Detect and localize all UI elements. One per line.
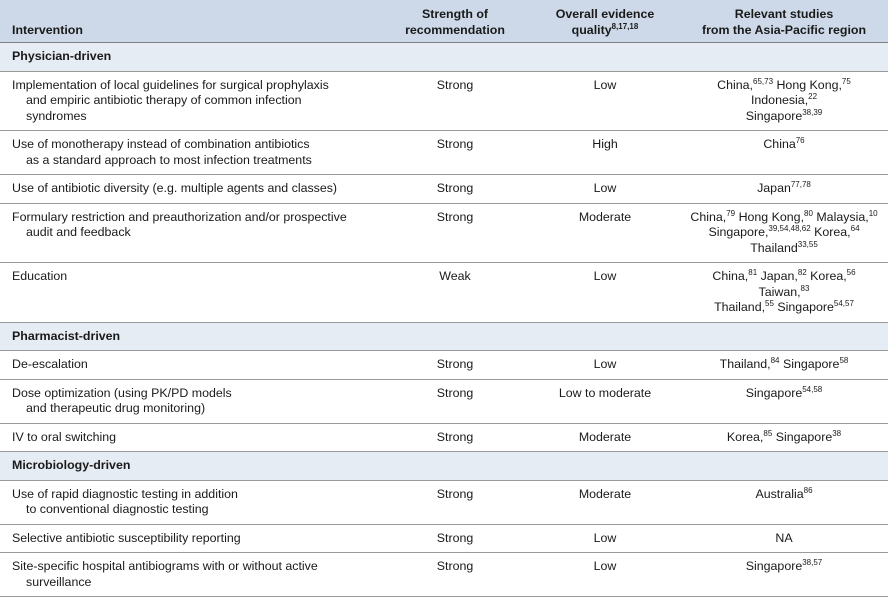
- table-row: [0, 131, 888, 175]
- table-row: [0, 524, 888, 553]
- intervention-cell: Dose optimization (using PK/PD models and therapeutic drug monitoring): [0, 379, 380, 423]
- section-title: Pharmacist-driven: [0, 322, 888, 351]
- section-title: Physician-driven: [0, 43, 888, 72]
- table-row: [0, 480, 888, 524]
- intervention-cell: IV to oral switching: [0, 423, 380, 452]
- table-row: [0, 263, 888, 323]
- quality-cell: Moderate: [530, 423, 680, 452]
- intervention-cell: Use of rapid diagnostic testing in addition to conventional diagnostic testing: [0, 480, 380, 524]
- header-studies: Relevant studies from the Asia-Pacific region: [680, 0, 888, 43]
- strength-cell: Strong: [380, 524, 530, 553]
- intervention-cell: Implementation of local guidelines for surgical prophylaxis and empiric antibiotic therapy of common infection syndromes: [0, 71, 380, 131]
- table-row: [0, 553, 888, 597]
- intervention-cell: Formulary restriction and preauthorization and/or prospective audit and feedback: [0, 203, 380, 263]
- strength-cell: Strong: [380, 351, 530, 380]
- quality-cell: Low: [530, 524, 680, 553]
- studies-cell: Thailand,$^{84}$ Singapore$^{58}$: [680, 351, 888, 380]
- quality-cell: Low: [530, 71, 680, 131]
- intervention-cell: Site-specific hospital antibiograms with or without active surveillance: [0, 553, 380, 597]
- quality-cell: Low: [530, 553, 680, 597]
- strength-cell: Strong: [380, 379, 530, 423]
- intervention-cell: De-escalation: [0, 351, 380, 380]
- quality-cell: Low: [530, 263, 680, 323]
- strength-cell: Strong: [380, 480, 530, 524]
- intervention-cell: Use of monotherapy instead of combination antibiotics as a standard approach to most infection treatments: [0, 131, 380, 175]
- studies-cell: Australia$^{86}$: [680, 480, 888, 524]
- studies-cell: China,$^{81}$ Japan,$^{82}$ Korea,$^{56}$ Taiwan,$^{83}$ Thailand,$^{55}$ Singapore$^{54,57}$: [680, 263, 888, 323]
- table-row: [0, 71, 888, 131]
- strength-cell: Weak: [380, 263, 530, 323]
- section-row-physician: [0, 43, 888, 72]
- table-row: [0, 423, 888, 452]
- quality-cell: High: [530, 131, 680, 175]
- strength-cell: Strong: [380, 423, 530, 452]
- studies-cell: China,$^{79}$ Hong Kong,$^{80}$ Malaysia,$^{10}$ Singapore,$^{39,54,48,62}$ Korea,$^{64}$ Thailand$^{33,55}$: [680, 203, 888, 263]
- studies-cell: Singapore$^{38,57}$: [680, 553, 888, 597]
- studies-cell: NA: [680, 524, 888, 553]
- studies-cell: Japan$^{77,78}$: [680, 175, 888, 204]
- intervention-cell: Use of antibiotic diversity (e.g. multiple agents and classes): [0, 175, 380, 204]
- studies-cell: Korea,$^{85}$ Singapore$^{38}$: [680, 423, 888, 452]
- quality-cell: Low: [530, 175, 680, 204]
- section-row-microbiology: [0, 452, 888, 481]
- strength-cell: Strong: [380, 553, 530, 597]
- header-strength: Strength of recommendation: [380, 0, 530, 43]
- strength-cell: Strong: [380, 131, 530, 175]
- quality-cell: Low to moderate: [530, 379, 680, 423]
- studies-cell: Singapore$^{54,58}$: [680, 379, 888, 423]
- intervention-cell: Selective antibiotic susceptibility reporting: [0, 524, 380, 553]
- studies-cell: China,$^{65,73}$ Hong Kong,$^{75}$ Indonesia,$^{22}$ Singapore$^{38,39}$: [680, 71, 888, 131]
- quality-cell: Moderate: [530, 203, 680, 263]
- table-row: [0, 379, 888, 423]
- header-quality: Overall evidence quality$^{8,17,18}$: [530, 0, 680, 43]
- studies-cell: China$^{76}$: [680, 131, 888, 175]
- strength-cell: Strong: [380, 203, 530, 263]
- quality-cell: Low: [530, 351, 680, 380]
- table-row: [0, 351, 888, 380]
- quality-cell: Moderate: [530, 480, 680, 524]
- header-row: [0, 0, 888, 43]
- intervention-cell: Education: [0, 263, 380, 323]
- section-row-pharmacist: [0, 322, 888, 351]
- header-intervention: Intervention: [0, 0, 380, 43]
- section-title: Microbiology-driven: [0, 452, 888, 481]
- strength-cell: Strong: [380, 175, 530, 204]
- table-row: [0, 203, 888, 263]
- table-row: [0, 175, 888, 204]
- strength-cell: Strong: [380, 71, 530, 131]
